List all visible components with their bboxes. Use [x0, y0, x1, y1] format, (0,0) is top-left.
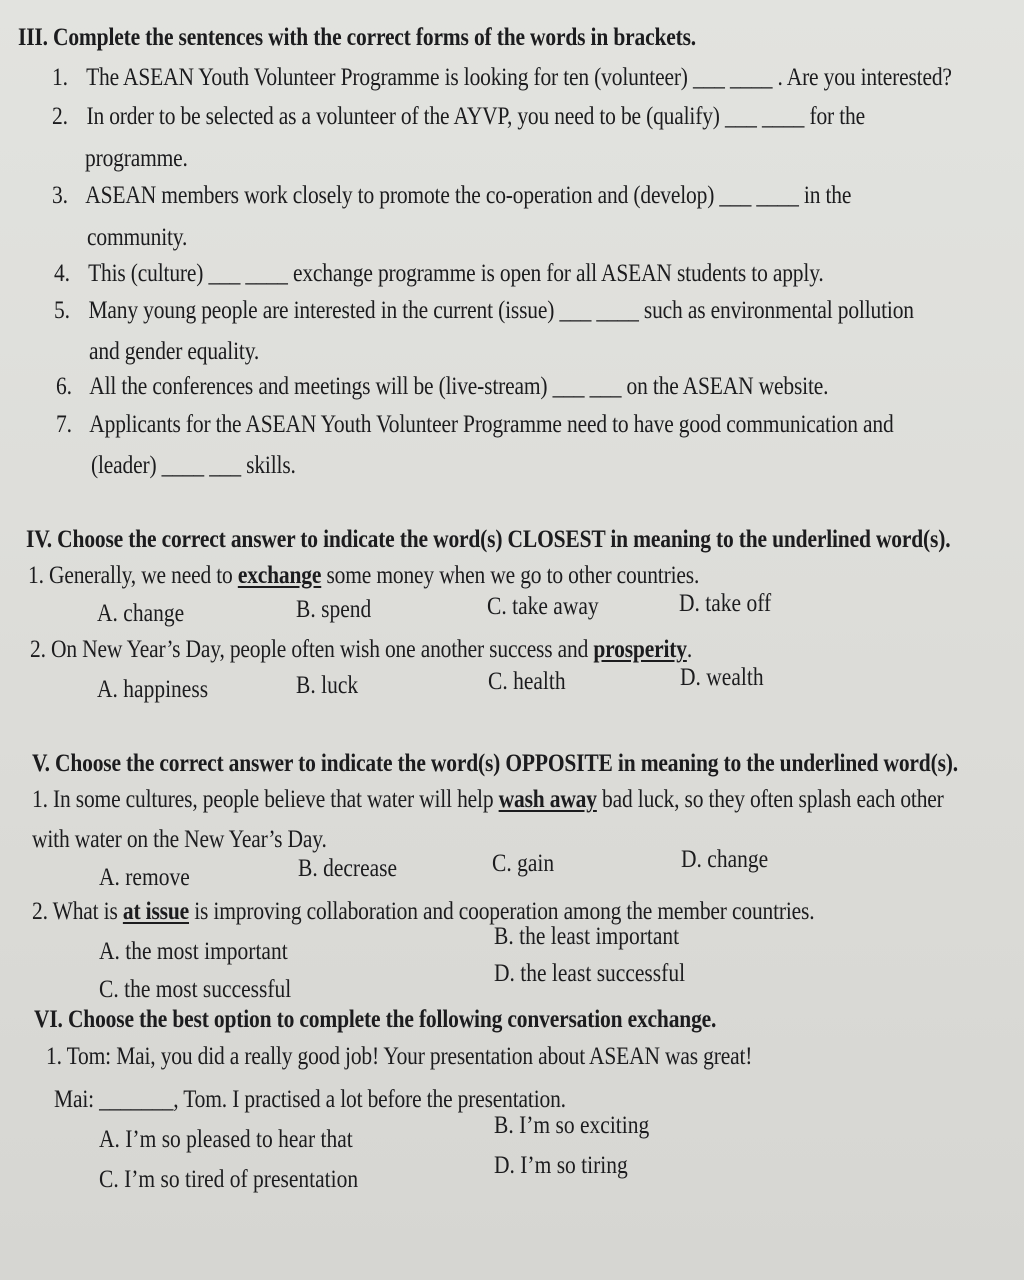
s5-q1-option-c: C. gain — [492, 850, 555, 877]
answer-blank: ___ ____ — [208, 260, 288, 287]
s5-q2-option-d: D. the least successful — [494, 960, 686, 987]
item-text: ASEAN members work closely to promote the co-operation and (develop) — [85, 182, 715, 209]
answer-blank: _______ — [99, 1086, 174, 1113]
question-text: is improving collaboration and cooperation among the member countries. — [189, 898, 815, 925]
s6-q1-option-a: A. I’m so pleased to hear that — [99, 1126, 353, 1153]
answer-blank: ___ ____ — [719, 182, 799, 209]
s3-item-4 — [54, 260, 824, 288]
s4-question-1 — [28, 562, 699, 590]
s6-q1-option-d: D. I’m so tiring — [494, 1152, 628, 1179]
s4-q2-option-a: A. happiness — [97, 676, 209, 703]
s5-q2-option-a: A. the most important — [99, 938, 288, 965]
question-text: 1. Generally, we need to — [28, 562, 238, 589]
item-text: Applicants for the ASEAN Youth Volunteer Programme need to have good communication and — [89, 411, 894, 438]
s3-item-6 — [56, 373, 828, 401]
s5-q1-option-a: A. remove — [99, 864, 190, 891]
item-number: 7. — [56, 411, 72, 438]
item-number: 3. — [52, 182, 68, 209]
item-text-after: in the — [803, 182, 852, 209]
s5-question-1-cont: with water on the New Year’s Day. — [32, 826, 327, 853]
item-number: 4. — [54, 260, 70, 287]
item-text-after: skills. — [246, 452, 296, 479]
speaker-label: Mai: — [54, 1086, 94, 1113]
item-number: 2. — [52, 103, 68, 130]
s4-q2-option-d: D. wealth — [680, 664, 764, 691]
underlined-word: at issue — [122, 898, 190, 925]
s3-item-5-cont: and gender equality. — [89, 338, 260, 365]
s4-q2-option-b: B. luck — [296, 672, 359, 699]
underlined-word: wash away — [498, 786, 597, 813]
section-4-title: IV. Choose the correct answer to indicate the word(s) CLOSEST in meaning to the underlined word(s). — [26, 526, 951, 553]
s5-q2-option-b: B. the least important — [494, 923, 680, 950]
s3-item-1 — [52, 64, 952, 92]
s3-item-3-cont: community. — [87, 224, 188, 251]
section-5-title: V. Choose the correct answer to indicate the word(s) OPPOSITE in meaning to the underlined word(s). — [32, 750, 958, 777]
s3-item-5 — [54, 297, 914, 325]
underlined-word: prosperity — [593, 636, 687, 663]
s5-q1-option-b: B. decrease — [298, 855, 398, 882]
s3-item-2 — [52, 103, 865, 131]
item-number: 1. — [52, 64, 68, 91]
item-text-after: such as environmental pollution — [643, 297, 914, 324]
question-text: 1. In some cultures, people believe that water will help — [32, 786, 499, 813]
s3-item-3 — [52, 182, 851, 210]
item-text: The ASEAN Youth Volunteer Programme is looking for ten (volunteer) — [86, 64, 688, 91]
s5-q1-option-d: D. change — [681, 846, 769, 873]
s3-item-7-cont — [91, 452, 296, 480]
reply-text: , Tom. I practised a lot before the presentation. — [173, 1086, 566, 1113]
item-text: In order to be selected as a volunteer of the AYVP, you need to be (qualify) — [86, 103, 720, 130]
s5-question-1 — [32, 786, 944, 814]
item-number: 6. — [56, 373, 72, 400]
s4-q1-option-d: D. take off — [679, 590, 772, 617]
s5-question-2 — [32, 898, 814, 926]
underlined-word: exchange — [237, 562, 322, 589]
s4-q1-option-a: A. change — [97, 600, 185, 627]
s3-item-7 — [56, 411, 894, 439]
question-text: some money when we go to other countries. — [321, 562, 700, 589]
s4-q1-option-c: C. take away — [487, 593, 599, 620]
item-text: (leader) — [91, 452, 157, 479]
s4-q2-option-c: C. health — [488, 668, 566, 695]
s3-item-2-cont: programme. — [85, 145, 188, 172]
s6-q1-option-b: B. I’m so exciting — [494, 1112, 650, 1139]
item-text-after: for the — [809, 103, 865, 130]
item-text: Many young people are interested in the current (issue) — [88, 297, 555, 324]
item-text: All the conferences and meetings will be (live-stream) — [89, 373, 548, 400]
answer-blank: ____ ___ — [161, 452, 241, 479]
answer-blank: ___ ___ — [552, 373, 622, 400]
question-text: bad luck, so they often splash each other — [596, 786, 944, 813]
s4-question-2 — [30, 636, 692, 664]
question-text: 2. On New Year’s Day, people often wish one another success and — [30, 636, 594, 663]
item-text-after: exchange programme is open for all ASEAN students to apply. — [292, 260, 824, 287]
s6-q1-option-c: C. I’m so tired of presentation — [99, 1166, 359, 1193]
answer-blank: ___ ____ — [693, 64, 773, 91]
item-text: This (culture) — [88, 260, 204, 287]
s4-q1-option-b: B. spend — [296, 596, 372, 623]
s5-q2-option-c: C. the most successful — [99, 976, 292, 1003]
question-text: . — [686, 636, 693, 663]
section-6-title: VI. Choose the best option to complete the following conversation exchange. — [34, 1006, 717, 1033]
section-3-title: III. Complete the sentences with the correct forms of the words in brackets. — [18, 24, 696, 51]
item-text-after: on the ASEAN website. — [626, 373, 829, 400]
s6-question-1-reply — [54, 1086, 566, 1114]
answer-blank: ___ ____ — [725, 103, 805, 130]
item-text-after: . Are you interested? — [777, 64, 952, 91]
answer-blank: ___ ____ — [559, 297, 639, 324]
question-text: 2. What is — [32, 898, 123, 925]
s6-question-1: 1. Tom: Mai, you did a really good job! Your presentation about ASEAN was great! — [46, 1043, 753, 1070]
item-number: 5. — [54, 297, 70, 324]
